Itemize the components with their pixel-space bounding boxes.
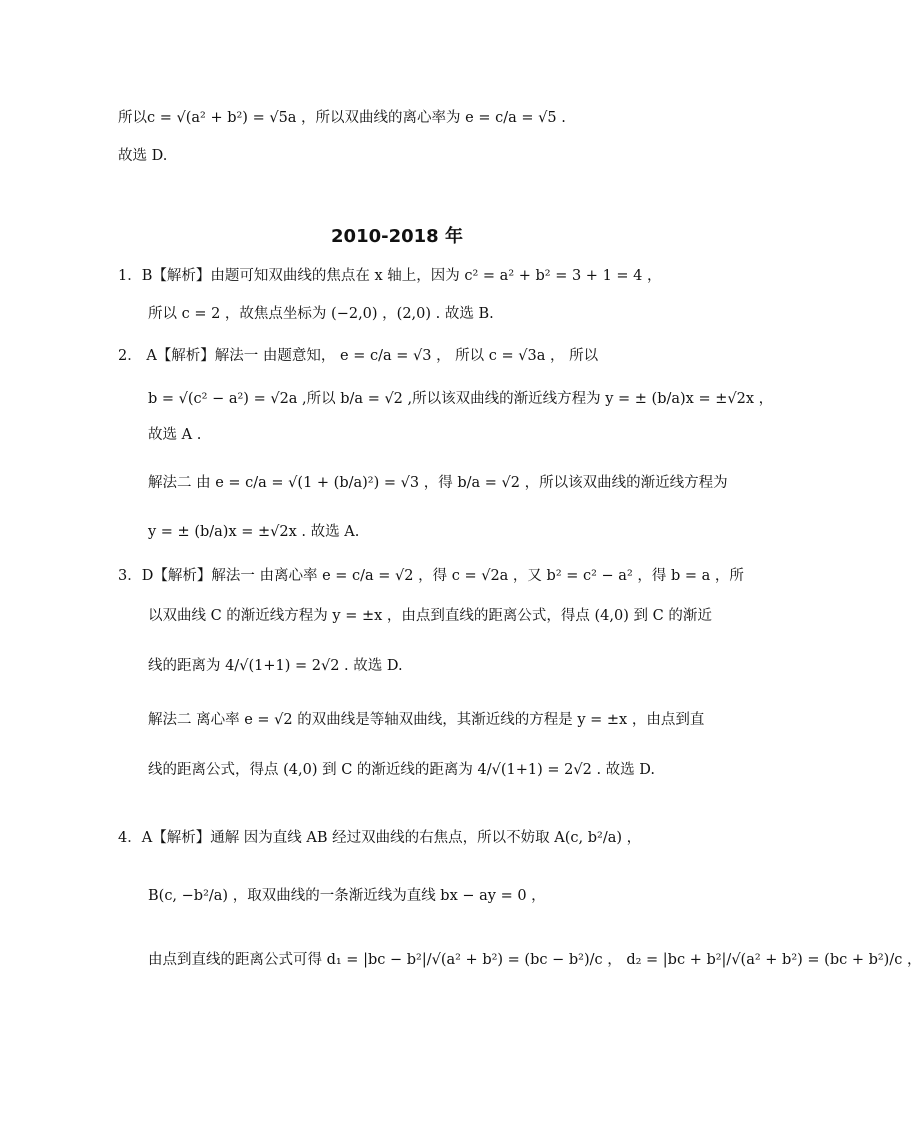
problem-3-line-5: 线的距离公式，得点 (4,0) 到 C 的渐近线的距离为 4/√(1+1) = 2√2 . 故选 D. — [148, 762, 655, 778]
problem-1-line-2: 所以 c = 2 ，故焦点坐标为 (−2,0) ，(2,0) . 故选 B. — [148, 306, 494, 322]
problem-3-line-2: 以双曲线 C 的渐近线方程为 y = ±x ，由点到直线的距离公式，得点 (4,0) 到 C 的渐近 — [148, 608, 712, 624]
problem-3-line-3: 线的距离为 4/√(1+1) = 2√2 . 故选 D. — [148, 658, 403, 674]
problem-2-line-2: b = √(c² − a²) = √2a ,所以 b/a = √2 ,所以该双曲线的渐近线方程为 y = ± (b/a)x = ±√2x ， — [148, 391, 774, 407]
problem-4-line-3: 由点到直线的距离公式可得 d₁ = |bc − b²|/√(a² + b²) = (bc − b²)/c ， d₂ = |bc + b²|/√(a² + b²) = (bc + b²)/c ， — [148, 952, 921, 968]
problem-1-line-1: 1．B【解析】由题可知双曲线的焦点在 x 轴上，因为 c² = a² + b² = 3 + 1 = 4 ， — [118, 268, 662, 284]
problem-2-line-3: 故选 A . — [148, 427, 202, 443]
problem-4-line-1: 4．A【解析】通解 因为直线 AB 经过双曲线的右焦点，所以不妨取 A(c, b²/a) ， — [118, 830, 642, 846]
problem-3-line-4: 解法二 离心率 e = √2 的双曲线是等轴双曲线，其渐近线的方程是 y = ±x ，由点到直 — [148, 712, 705, 728]
problem-4-line-2: B(c, −b²/a) ，取双曲线的一条渐近线为直线 bx − ay = 0 ， — [148, 888, 546, 904]
intro-line-1: 所以c = √(a² + b²) = √5a ，所以双曲线的离心率为 e = c/a = √5 . — [118, 110, 566, 126]
problem-2-line-5: y = ± (b/a)x = ±√2x . 故选 A. — [148, 524, 360, 540]
section-title: 2010-2018 年 — [331, 226, 463, 247]
intro-line-2: 故选 D. — [118, 148, 168, 164]
problem-2-line-4: 解法二 由 e = c/a = √(1 + (b/a)²) = √3 ，得 b/a = √2 ，所以该双曲线的渐近线方程为 — [148, 475, 728, 491]
problem-2-line-1: 2． A【解析】解法一 由题意知， e = c/a = √3 ， 所以 c = √3a ， 所以 — [118, 348, 599, 364]
problem-3-line-1: 3．D【解析】解法一 由离心率 e = c/a = √2 ，得 c = √2a ，又 b² = c² − a² ，得 b = a ，所 — [118, 568, 744, 584]
